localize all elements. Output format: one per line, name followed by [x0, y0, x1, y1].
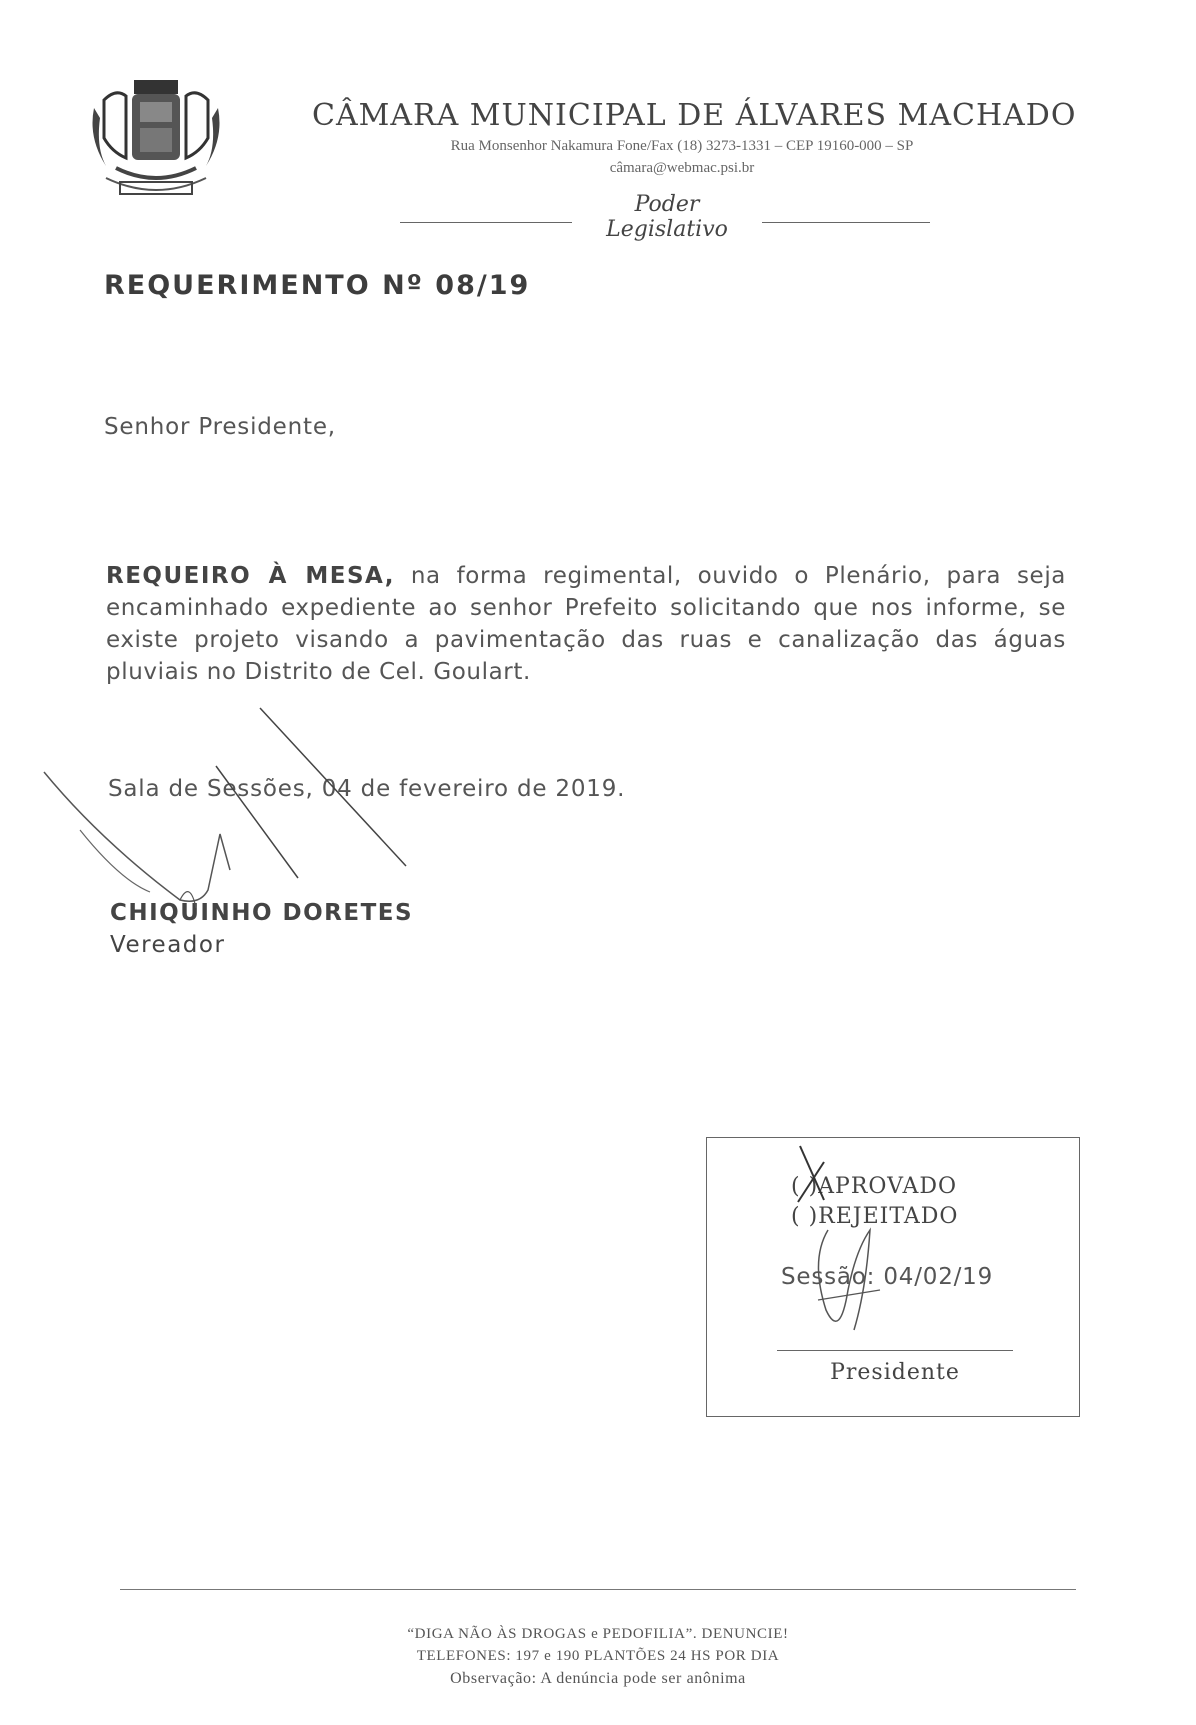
date-line: Sala de Sessões, 04 de fevereiro de 2019.: [108, 776, 626, 802]
header-rule-left: [400, 222, 572, 223]
handwritten-signature: [30, 700, 450, 940]
footer-rule: [120, 1589, 1076, 1590]
president-signature-line: [777, 1350, 1013, 1351]
approved-option: ( )APROVADO: [791, 1174, 958, 1199]
branch-label: Poder Legislativo: [606, 192, 728, 242]
footer-note: Observação: A denúncia pode ser anônima: [450, 1670, 746, 1687]
signer-name: CHIQUINHO DORETES: [110, 900, 414, 926]
signer-role: Vereador: [110, 932, 226, 958]
org-email: câmara@webmac.psi.br: [609, 160, 755, 176]
header-rule-right: [762, 222, 930, 223]
stamp-handwritten-marks: [770, 1140, 930, 1350]
footer-campaign: “DIGA NÃO ÀS DROGAS e PEDOFILIA”. DENUNCIE!: [407, 1626, 789, 1642]
document-title: REQUERIMENTO Nº 08/19: [104, 270, 531, 301]
org-address: Rua Monsenhor Nakamura Fone/Fax (18) 3273-1331 – CEP 19160-000 – SP: [450, 138, 914, 154]
org-name: CÂMARA MUNICIPAL DE ÁLVARES MACHADO: [312, 98, 1077, 133]
request-body: [106, 560, 1066, 688]
footer-phones: TELEFONES: 197 e 190 PLANTÕES 24 HS POR DIA: [416, 1648, 780, 1664]
president-label: Presidente: [830, 1360, 960, 1385]
request-text: na forma regimental, ouvido o Plenário, para seja encaminhado expediente ao senhor Prefeito solicitando que nos informe, se existe projeto visando a pavimentação das ruas e canalização das águas pluviais no Distrito de Cel. Goulart.: [106, 563, 1066, 685]
municipal-crest-logo: [86, 78, 226, 206]
session-date: Sessão: 04/02/19: [781, 1264, 994, 1290]
rejected-option: ( )REJEITADO: [791, 1204, 959, 1229]
salutation: Senhor Presidente,: [104, 414, 336, 440]
request-lead: REQUEIRO À MESA,: [106, 563, 396, 589]
